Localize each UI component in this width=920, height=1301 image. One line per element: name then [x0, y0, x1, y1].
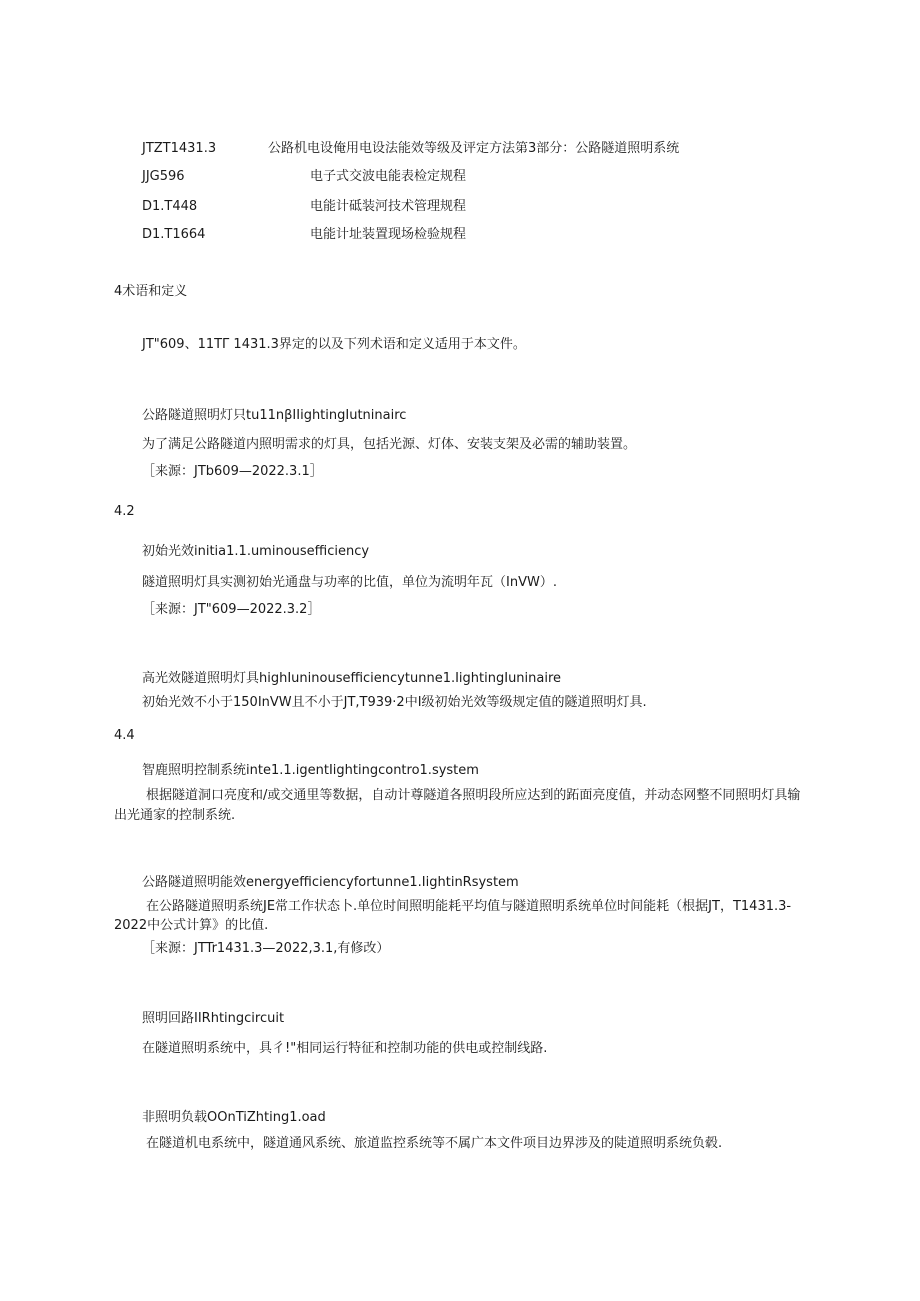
term-definition: 2022中公式计算》的比值.: [114, 918, 269, 933]
term-source: ［来源：JTTr1431.3—2022,3.1,有修改）: [142, 941, 390, 956]
term-title: 高光效隧道照明灯具highIuninousefficiencytunne1.IightingIuninaire: [142, 671, 562, 686]
reference-code: JJG596: [142, 169, 185, 184]
term-title: 公路隧道照明灯只tu11nβIIightingIutninairc: [142, 408, 407, 423]
term-title: 照明回路IIRhtingcircuit: [142, 1011, 285, 1026]
reference-code: D1.T1664: [142, 227, 206, 242]
term-definition: 出光通家的控制系统.: [114, 808, 236, 823]
section-heading: 4术语和定义: [114, 284, 188, 299]
term-title: 公路隧道照明能效energyefficiencyfortunne1.IightinRsystem: [142, 875, 519, 890]
reference-title: 电能计址装置现场检验规程: [310, 227, 467, 242]
term-source: ［来源：JT"609—2022.3.2］: [142, 602, 321, 617]
reference-title: 公路机电设俺用电设法能效等级及评定方法第3部分：公路隧道照明系统: [268, 141, 680, 156]
reference-code: JTZT1431.3: [142, 141, 217, 156]
term-definition: 在公路隧道照明系统JE常工作状态卜.单位时间照明能耗平均值与隧道照明系统单位时间能耗（根据JT，T1431.3-: [146, 899, 792, 914]
term-title: 非照明负载OOnTiZhting1.oad: [142, 1110, 326, 1125]
term-definition: 在隧道照明系统中，具彳!"相同运行特征和控制功能的供电或控制线路.: [142, 1041, 548, 1056]
reference-code: D1.T448: [142, 199, 198, 214]
reference-title: 电子式交波电能表检定规程: [310, 169, 467, 184]
term-number: 4.4: [114, 728, 135, 743]
term-title: 智鹿照明控制系统inte1.1.igentIightingcontro1.system: [142, 763, 479, 778]
term-definition: 隧道照明灯具实测初始光通盘与功率的比值，单位为流明年瓦（InVW）.: [142, 575, 557, 590]
reference-title: 电能计砥装河技术管理规程: [310, 199, 467, 214]
term-title: 初始光效initia1.1.uminousefficiency: [142, 544, 370, 559]
term-source: ［来源：JTb609—2022.3.1］: [142, 464, 323, 479]
term-definition: 根据隧道洞口亮度和/或交通里等数据，自动计尊隧道各照明段所应达到的跖面亮度值，并动态网整不同照明灯具输: [146, 788, 801, 803]
term-definition: 在隧道机电系统中，隧道通风系统、旅道监控系统等不属广本文件项目边界涉及的陡道照明系统负毂.: [146, 1136, 723, 1151]
term-definition: 初始光效不小于150InVW且不小于JT,T939·2中I级初始光效等级规定值的隧道照明灯具.: [142, 695, 647, 710]
term-definition: 为了满足公路隧道内照明需求的灯具，包括光源、灯体、安装支架及必需的辅助装置。: [142, 437, 637, 452]
section-intro: JT"609、11TΓ 1431.3界定的以及下列术语和定义适用于本文件。: [142, 337, 526, 352]
term-number: 4.2: [114, 504, 135, 519]
